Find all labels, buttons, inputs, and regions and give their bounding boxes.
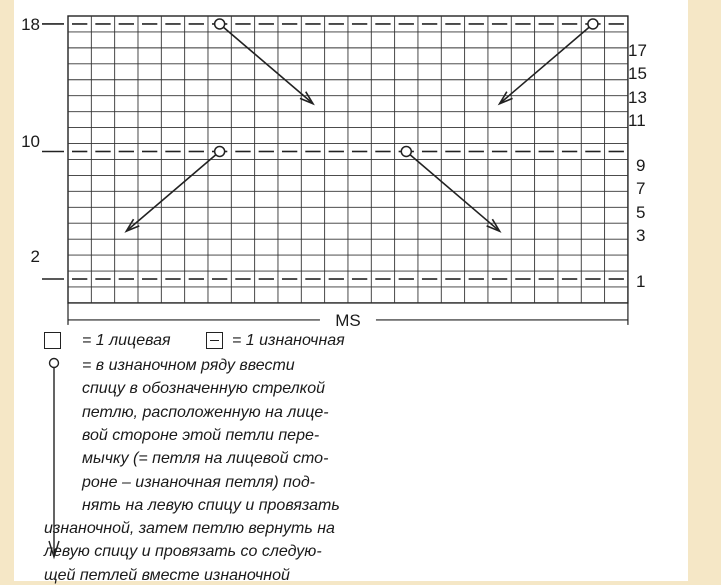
cable-description-line: левую спицу и провязать со следую- <box>44 543 322 561</box>
cable-description-line: роне – изнаночная петля) под- <box>82 473 316 491</box>
repeat-label: MS <box>335 310 361 330</box>
chart-page <box>14 0 688 584</box>
knitting-chart <box>14 0 688 330</box>
cable-arrow-start-circle <box>215 146 225 156</box>
row-label-15: 15 <box>628 64 647 83</box>
row-label-3: 3 <box>636 226 646 245</box>
row-label-11: 11 <box>628 111 646 130</box>
cable-description-line: = в изнаночном ряду ввести <box>82 357 295 374</box>
purl-label: = 1 изнаночная <box>232 332 345 349</box>
knit-label: = 1 лицевая <box>82 332 171 349</box>
cable-description-line: мычку (= петля на лицевой сто- <box>82 450 329 468</box>
purl-dash-icon <box>210 340 219 341</box>
cable-arrow-start-circle <box>401 146 411 156</box>
cable-description-line: вой стороне этой петли пере- <box>82 426 320 444</box>
row-label-5: 5 <box>636 203 646 222</box>
row-label-17: 17 <box>628 41 647 60</box>
cable-arrow-start-circle <box>588 19 598 29</box>
row-label-10: 10 <box>21 132 40 151</box>
cable-description-line: щей петлей вместе изнаночной <box>44 566 290 584</box>
cable-arrow-icon <box>44 357 64 572</box>
cable-description-line: изнаночной, затем петлю вернуть на <box>44 520 335 538</box>
purl-symbol-box <box>206 332 223 349</box>
row-label-7: 7 <box>636 179 646 198</box>
legend <box>14 325 414 584</box>
row-label-2: 2 <box>30 247 40 266</box>
cable-arrow-start-circle <box>215 19 225 29</box>
cable-description-line: петлю, расположенную на лице- <box>82 403 329 421</box>
knit-symbol-box <box>44 332 61 349</box>
row-label-1: 1 <box>636 272 646 291</box>
row-label-9: 9 <box>636 156 646 175</box>
cable-description-line: нять на левую спицу и провязать <box>82 496 340 514</box>
row-label-18: 18 <box>21 15 40 34</box>
cable-description-line: спицу в обозначенную стрелкой <box>82 380 326 398</box>
row-label-13: 13 <box>628 88 647 107</box>
